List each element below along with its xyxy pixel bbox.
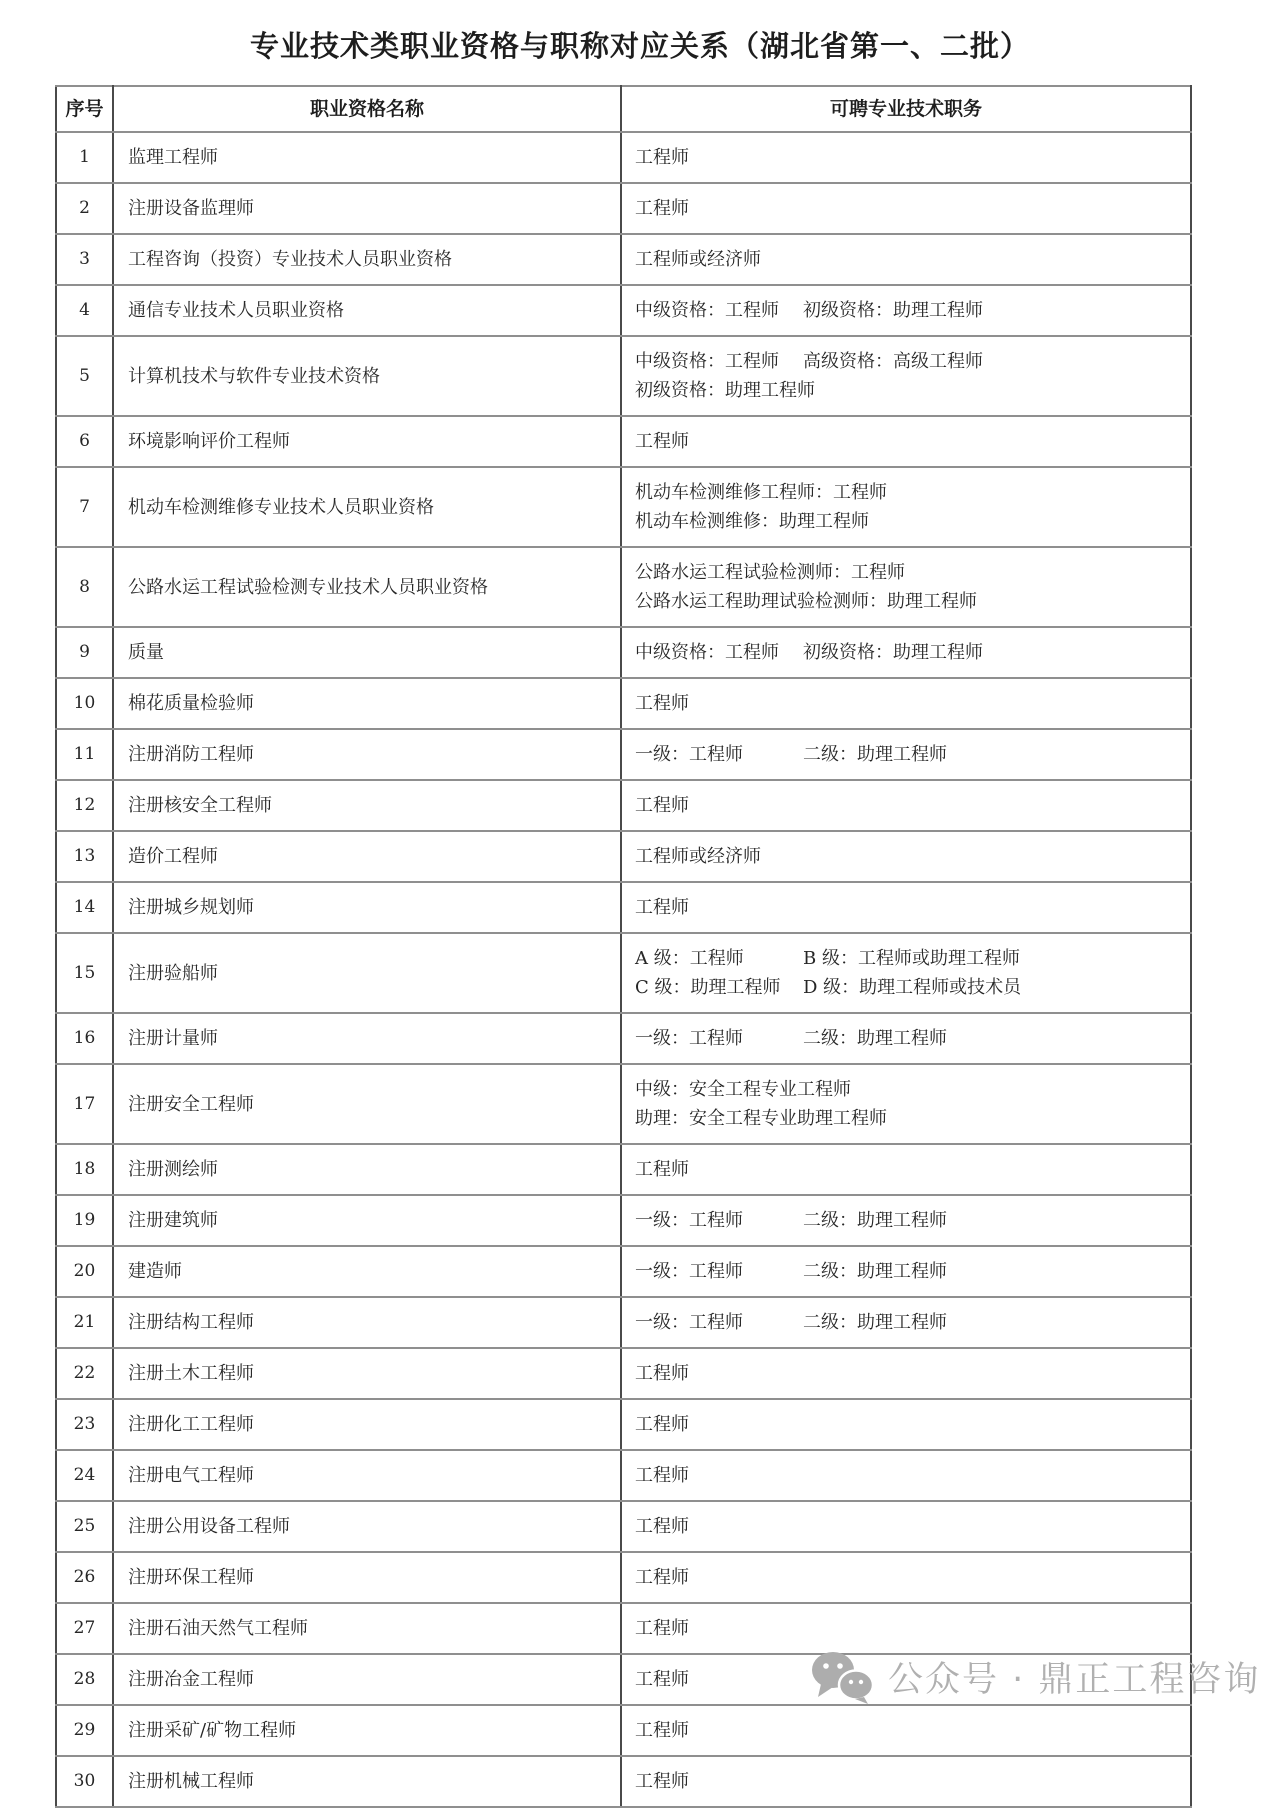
table-row (56, 336, 1191, 416)
duty-segment: 工程师 (635, 1567, 689, 1588)
table-row (56, 547, 1191, 627)
duty-cell (621, 1756, 1191, 1807)
duty-segment: 公路水运工程助理试验检测师：助理工程师 (635, 591, 977, 612)
table-row (56, 933, 1191, 1013)
duty-line (635, 1024, 1184, 1053)
duty-cell (621, 234, 1191, 285)
duty-line (635, 1767, 1184, 1796)
duty-line (635, 638, 1184, 667)
duty-cell (621, 467, 1191, 547)
duty-cell (621, 183, 1191, 234)
duty-cell (621, 1552, 1191, 1603)
duty-cell (621, 1195, 1191, 1246)
duty-line (635, 296, 1184, 325)
row-number-cell: 21 (56, 1297, 113, 1348)
table-row (56, 678, 1191, 729)
duty-segment: 工程师 (635, 897, 689, 918)
duty-line (635, 1614, 1184, 1643)
duty-line (635, 689, 1184, 718)
qualification-name-cell: 造价工程师 (113, 831, 621, 882)
duty-line (635, 558, 1184, 587)
duty-line (635, 507, 1184, 536)
row-number-cell: 13 (56, 831, 113, 882)
duty-cell (621, 285, 1191, 336)
row-number-cell: 18 (56, 1144, 113, 1195)
table-row (56, 1144, 1191, 1195)
header-row (56, 86, 1191, 132)
table-row (56, 183, 1191, 234)
table-row (56, 627, 1191, 678)
qualification-name-cell: 工程咨询（投资）专业技术人员职业资格 (113, 234, 621, 285)
duty-segment: 一级：工程师 (635, 1028, 743, 1049)
qualification-name-cell: 注册化工工程师 (113, 1399, 621, 1450)
duty-cell (621, 416, 1191, 467)
duty-line (635, 245, 1184, 274)
table-row (56, 729, 1191, 780)
duty-line (635, 1359, 1184, 1388)
qualification-name-cell: 注册计量师 (113, 1013, 621, 1064)
table-row (56, 1756, 1191, 1807)
table-row (56, 1246, 1191, 1297)
duty-segment: 工程师 (635, 1465, 689, 1486)
qualification-name-cell: 注册城乡规划师 (113, 882, 621, 933)
duty-cell (621, 132, 1191, 183)
duty-segment: 初级资格：助理工程师 (803, 642, 983, 663)
duty-cell (621, 780, 1191, 831)
qualification-name-cell: 注册石油天然气工程师 (113, 1603, 621, 1654)
duty-line (635, 1155, 1184, 1184)
duty-segment: 初级资格：助理工程师 (635, 380, 815, 401)
row-number-cell: 3 (56, 234, 113, 285)
qualification-name-cell: 注册公用设备工程师 (113, 1501, 621, 1552)
table-row (56, 1450, 1191, 1501)
table-row (56, 1603, 1191, 1654)
row-number-cell: 29 (56, 1705, 113, 1756)
table-row (56, 1501, 1191, 1552)
duty-line (635, 740, 1184, 769)
row-number-cell: 15 (56, 933, 113, 1013)
duty-segment: 二级：助理工程师 (803, 744, 947, 765)
duty-line (635, 1410, 1184, 1439)
duty-segment: 二级：助理工程师 (803, 1210, 947, 1231)
duty-segment: A 级：工程师 (635, 948, 744, 969)
duty-cell (621, 1348, 1191, 1399)
qualification-name-cell: 公路水运工程试验检测专业技术人员职业资格 (113, 547, 621, 627)
header-cell-num: 序号 (56, 86, 113, 132)
table-body (56, 132, 1191, 1807)
duty-segment: 一级：工程师 (635, 1261, 743, 1282)
table-row (56, 1348, 1191, 1399)
duty-segment: 中级：安全工程专业工程师 (635, 1079, 851, 1100)
duty-cell (621, 1064, 1191, 1144)
duty-segment: 工程师 (635, 1516, 689, 1537)
qualification-name-cell: 注册土木工程师 (113, 1348, 621, 1399)
qualification-name-cell: 注册冶金工程师 (113, 1654, 621, 1705)
row-number-cell: 19 (56, 1195, 113, 1246)
duty-line (635, 893, 1184, 922)
qualification-name-cell: 计算机技术与软件专业技术资格 (113, 336, 621, 416)
duty-segment: 工程师 (635, 431, 689, 452)
duty-cell (621, 336, 1191, 416)
duty-line (635, 478, 1184, 507)
duty-line (635, 376, 1184, 405)
table-row (56, 1654, 1191, 1705)
row-number-cell: 10 (56, 678, 113, 729)
duty-segment: 工程师 (635, 1363, 689, 1384)
qualification-name-cell: 注册采矿/矿物工程师 (113, 1705, 621, 1756)
duty-cell (621, 1501, 1191, 1552)
qualification-name-cell: 注册验船师 (113, 933, 621, 1013)
row-number-cell: 17 (56, 1064, 113, 1144)
qualification-name-cell: 注册测绘师 (113, 1144, 621, 1195)
duty-line (635, 347, 1184, 376)
duty-segment: 工程师 (635, 1669, 689, 1690)
duty-cell (621, 1654, 1191, 1705)
duty-line (635, 944, 1184, 973)
table-row (56, 416, 1191, 467)
table-row (56, 285, 1191, 336)
duty-cell (621, 831, 1191, 882)
qualification-name-cell: 注册消防工程师 (113, 729, 621, 780)
duty-segment: C 级：助理工程师 (635, 977, 781, 998)
duty-line (635, 1104, 1184, 1133)
row-number-cell: 12 (56, 780, 113, 831)
row-number-cell: 24 (56, 1450, 113, 1501)
qualification-name-cell: 注册结构工程师 (113, 1297, 621, 1348)
table-row (56, 780, 1191, 831)
qualification-name-cell: 注册设备监理师 (113, 183, 621, 234)
duty-line (635, 427, 1184, 456)
duty-segment: 二级：助理工程师 (803, 1312, 947, 1333)
table-row (56, 132, 1191, 183)
duty-cell (621, 547, 1191, 627)
duty-segment: 工程师 (635, 1618, 689, 1639)
duty-line (635, 1716, 1184, 1745)
qualification-name-cell: 注册建筑师 (113, 1195, 621, 1246)
table-row (56, 234, 1191, 285)
duty-line (635, 1257, 1184, 1286)
page-title: 专业技术类职业资格与职称对应关系（湖北省第一、二批） (249, 29, 1030, 63)
table-row (56, 1297, 1191, 1348)
duty-cell (621, 882, 1191, 933)
qualification-name-cell: 通信专业技术人员职业资格 (113, 285, 621, 336)
duty-cell (621, 1705, 1191, 1756)
table-row (56, 1399, 1191, 1450)
qualification-name-cell: 注册安全工程师 (113, 1064, 621, 1144)
duty-segment: 一级：工程师 (635, 1312, 743, 1333)
table-row (56, 1705, 1191, 1756)
duty-segment: 高级资格：高级工程师 (803, 351, 983, 372)
qualification-name-cell: 机动车检测维修专业技术人员职业资格 (113, 467, 621, 547)
qualification-name-cell: 注册环保工程师 (113, 1552, 621, 1603)
duty-line (635, 587, 1184, 616)
duty-cell (621, 1603, 1191, 1654)
duty-line (635, 143, 1184, 172)
duty-line (635, 1075, 1184, 1104)
row-number-cell: 28 (56, 1654, 113, 1705)
row-number-cell: 16 (56, 1013, 113, 1064)
row-number-cell: 8 (56, 547, 113, 627)
duty-segment: 初级资格：助理工程师 (803, 300, 983, 321)
duty-line (635, 1665, 1184, 1694)
row-number-cell: 1 (56, 132, 113, 183)
row-number-cell: 7 (56, 467, 113, 547)
duty-segment: D 级：助理工程师或技术员 (803, 977, 1022, 998)
duty-cell (621, 729, 1191, 780)
row-number-cell: 6 (56, 416, 113, 467)
duty-segment: 工程师或经济师 (635, 846, 761, 867)
qualification-table (55, 85, 1192, 1808)
duty-segment: 公路水运工程试验检测师：工程师 (635, 562, 905, 583)
row-number-cell: 2 (56, 183, 113, 234)
duty-segment: 机动车检测维修：助理工程师 (635, 511, 869, 532)
row-number-cell: 30 (56, 1756, 113, 1807)
duty-segment: 工程师或经济师 (635, 249, 761, 270)
duty-cell (621, 1144, 1191, 1195)
duty-segment: 中级资格：工程师 (635, 351, 779, 372)
duty-segment: 工程师 (635, 795, 689, 816)
duty-line (635, 1461, 1184, 1490)
duty-segment: B 级：工程师或助理工程师 (803, 948, 1020, 969)
qualification-name-cell: 注册核安全工程师 (113, 780, 621, 831)
row-number-cell: 27 (56, 1603, 113, 1654)
duty-segment: 中级资格：工程师 (635, 642, 779, 663)
qualification-name-cell: 建造师 (113, 1246, 621, 1297)
duty-segment: 中级资格：工程师 (635, 300, 779, 321)
qualification-name-cell: 质量 (113, 627, 621, 678)
duty-segment: 助理：安全工程专业助理工程师 (635, 1108, 887, 1129)
watermark-text: 公众号 · 鼎正工程咨询 (888, 1660, 1261, 1700)
table-row (56, 1195, 1191, 1246)
duty-cell (621, 1399, 1191, 1450)
duty-line (635, 1308, 1184, 1337)
qualification-name-cell: 监理工程师 (113, 132, 621, 183)
duty-cell (621, 1013, 1191, 1064)
duty-line (635, 842, 1184, 871)
duty-line (635, 791, 1184, 820)
duty-cell (621, 678, 1191, 729)
duty-segment: 二级：助理工程师 (803, 1028, 947, 1049)
duty-line (635, 1512, 1184, 1541)
row-number-cell: 4 (56, 285, 113, 336)
duty-cell (621, 933, 1191, 1013)
table-row (56, 1064, 1191, 1144)
duty-segment: 一级：工程师 (635, 744, 743, 765)
duty-segment: 工程师 (635, 693, 689, 714)
qualification-name-cell: 环境影响评价工程师 (113, 416, 621, 467)
row-number-cell: 9 (56, 627, 113, 678)
row-number-cell: 23 (56, 1399, 113, 1450)
duty-line (635, 194, 1184, 223)
header-cell-name: 职业资格名称 (113, 86, 621, 132)
table-row (56, 1552, 1191, 1603)
duty-line (635, 1206, 1184, 1235)
duty-segment: 一级：工程师 (635, 1210, 743, 1231)
row-number-cell: 11 (56, 729, 113, 780)
duty-cell (621, 1246, 1191, 1297)
duty-segment: 工程师 (635, 147, 689, 168)
row-number-cell: 14 (56, 882, 113, 933)
qualification-name-cell: 注册机械工程师 (113, 1756, 621, 1807)
table-row (56, 882, 1191, 933)
row-number-cell: 26 (56, 1552, 113, 1603)
duty-segment: 机动车检测维修工程师：工程师 (635, 482, 887, 503)
row-number-cell: 25 (56, 1501, 113, 1552)
duty-line (635, 973, 1184, 1002)
row-number-cell: 5 (56, 336, 113, 416)
row-number-cell: 20 (56, 1246, 113, 1297)
duty-cell (621, 1450, 1191, 1501)
table-row (56, 1013, 1191, 1064)
table-row (56, 467, 1191, 547)
duty-line (635, 1563, 1184, 1592)
table-row (56, 831, 1191, 882)
duty-segment: 工程师 (635, 198, 689, 219)
duty-cell (621, 627, 1191, 678)
header-cell-duty: 可聘专业技术职务 (621, 86, 1191, 132)
row-number-cell: 22 (56, 1348, 113, 1399)
duty-segment: 工程师 (635, 1771, 689, 1792)
duty-segment: 工程师 (635, 1159, 689, 1180)
duty-segment: 二级：助理工程师 (803, 1261, 947, 1282)
duty-segment: 工程师 (635, 1720, 689, 1741)
qualification-name-cell: 注册电气工程师 (113, 1450, 621, 1501)
duty-cell (621, 1297, 1191, 1348)
qualification-name-cell: 棉花质量检验师 (113, 678, 621, 729)
duty-segment: 工程师 (635, 1414, 689, 1435)
